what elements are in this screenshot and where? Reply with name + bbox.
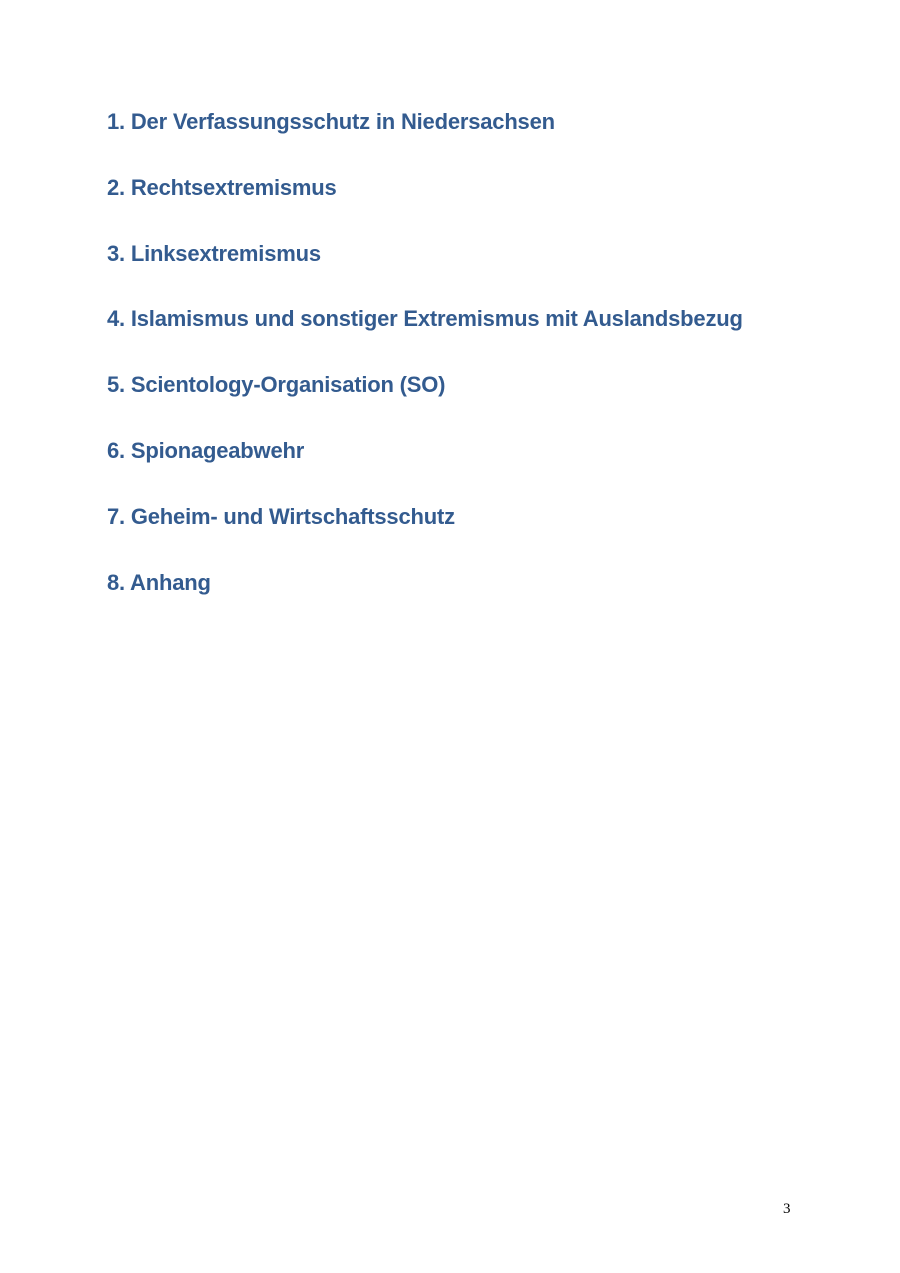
- table-of-contents: [107, 105, 743, 631]
- toc-entry-anhang: 8. Anhang: [107, 569, 211, 595]
- toc-entry-verfassungsschutz: 1. Der Verfassungsschutz in Niedersachsen: [107, 109, 555, 134]
- toc-entry-geheimschutz: 7. Geheim- und Wirtschaftsschutz: [107, 503, 455, 529]
- page-number: 3: [783, 1201, 791, 1217]
- toc-entry-rechtsextremismus: 2. Rechtsextremismus: [107, 174, 337, 200]
- toc-entry-linksextremismus: 3. Linksextremismus: [107, 240, 321, 266]
- toc-entry-spionageabwehr: 6. Spionageabwehr: [107, 437, 305, 463]
- toc-entry-scientology: 5. Scientology-Organisation (SO): [107, 372, 446, 398]
- toc-entry-islamismus: 4. Islamismus und sonstiger Extremismus mit Auslandsbezug: [107, 306, 743, 332]
